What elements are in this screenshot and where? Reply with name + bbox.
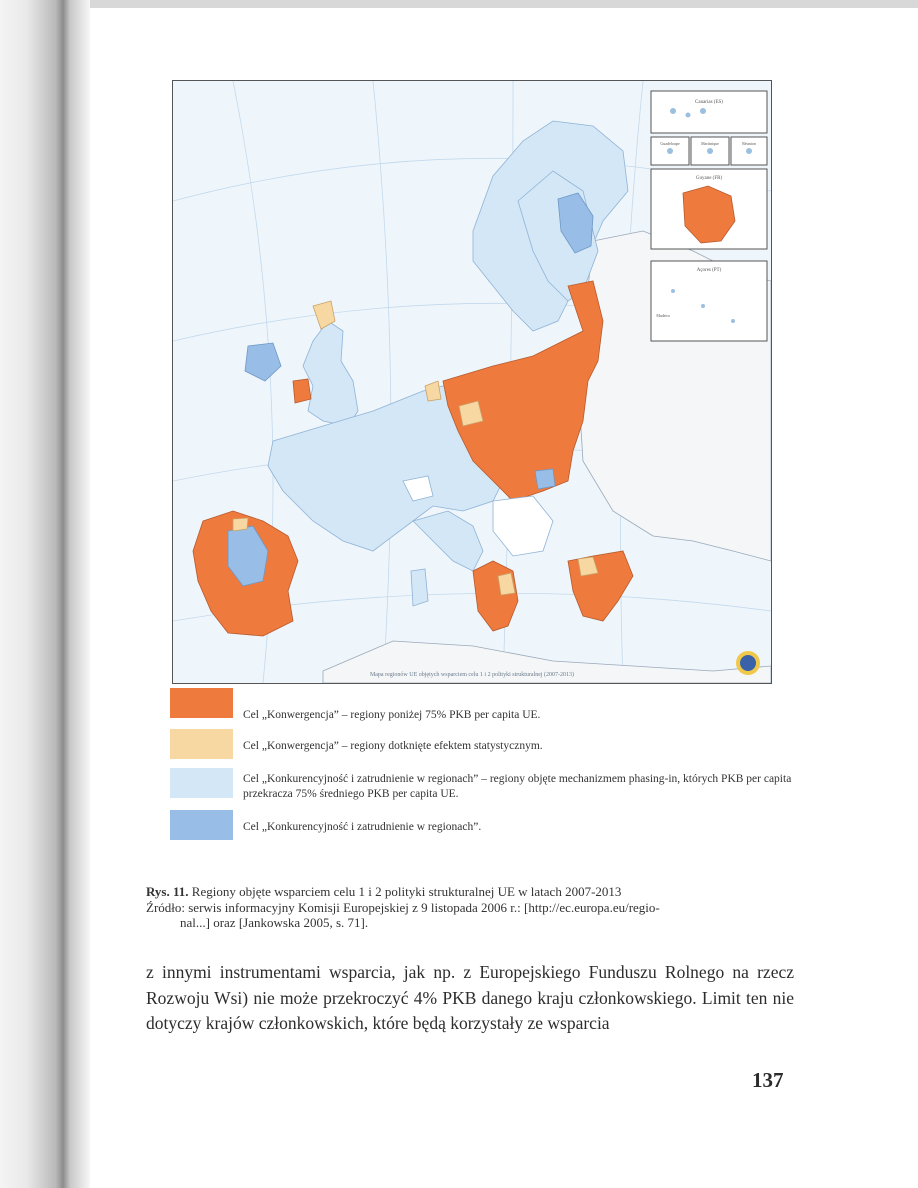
figure-caption bbox=[146, 884, 826, 931]
inset-title-reunion: Réunion bbox=[742, 141, 756, 146]
legend-swatch bbox=[170, 688, 233, 718]
book-gutter-shadow bbox=[0, 0, 90, 1188]
caption-title: Regiony objęte wsparciem celu 1 i 2 polityki strukturalnej UE w latach 2007-2013 bbox=[191, 884, 622, 899]
legend-text: Cel „Konwergencja” – regiony poniżej 75% PKB per capita UE. bbox=[243, 709, 541, 721]
body-paragraph: z innymi instrumentami wsparcia, jak np. z Europejskiego Funduszu Rolnego na rzecz Rozwoju Wsi) nie może przekroczyć 4% PKB danego kraju członkowskiego. Limit ten nie dotyczy krajów członkowskich, które będą korzystały ze wsparcia bbox=[146, 962, 794, 1033]
legend-text: Cel „Konkurencyjność i zatrudnienie w regionach”. bbox=[243, 821, 482, 833]
page-number: 137 bbox=[752, 1068, 784, 1092]
legend-swatch bbox=[170, 810, 233, 840]
inset-title-guadeloupe: Guadeloupe bbox=[660, 141, 680, 146]
caption-title-line bbox=[146, 884, 826, 900]
caption-label: Rys. 11. bbox=[146, 884, 189, 899]
eu-emblem-icon bbox=[736, 651, 760, 675]
legend-swatch bbox=[170, 768, 233, 798]
inset-title-madeira: Madeira bbox=[656, 313, 670, 318]
eu-regions-map bbox=[172, 80, 772, 684]
caption-source-line2: nal...] oraz [Jankowska 2005, s. 71]. bbox=[180, 915, 369, 930]
inset-title-martinique: Martinique bbox=[701, 141, 719, 146]
inset-title-canarias: Canarias (ES) bbox=[695, 100, 723, 105]
legend-swatch bbox=[170, 729, 233, 759]
legend-text: Cel „Konwergencja” – regiony dotknięte efektem statystycznym. bbox=[243, 740, 543, 752]
map-label: Mapa regionów UE objętych wsparciem celu 1 i 2 polityki strukturalnej (2007-2013) bbox=[369, 672, 575, 678]
map-svg bbox=[173, 81, 771, 683]
inset-title-guyane: Guyane (FR) bbox=[695, 176, 723, 181]
inset-title-acores: Açores (PT) bbox=[696, 268, 722, 273]
legend-text: Cel „Konkurencyjność i zatrudnienie w regionach” – regiony objęte mechanizmem phasing-in, których PKB per capita przekracza 75% średniego PKB per capita UE. bbox=[243, 773, 792, 800]
page-top-edge bbox=[0, 0, 918, 8]
caption-source-line1: Źródło: serwis informacyjny Komisji Europejskiej z 9 listopada 2006 r.: [http://ec.europa.eu/regio- bbox=[146, 899, 660, 915]
